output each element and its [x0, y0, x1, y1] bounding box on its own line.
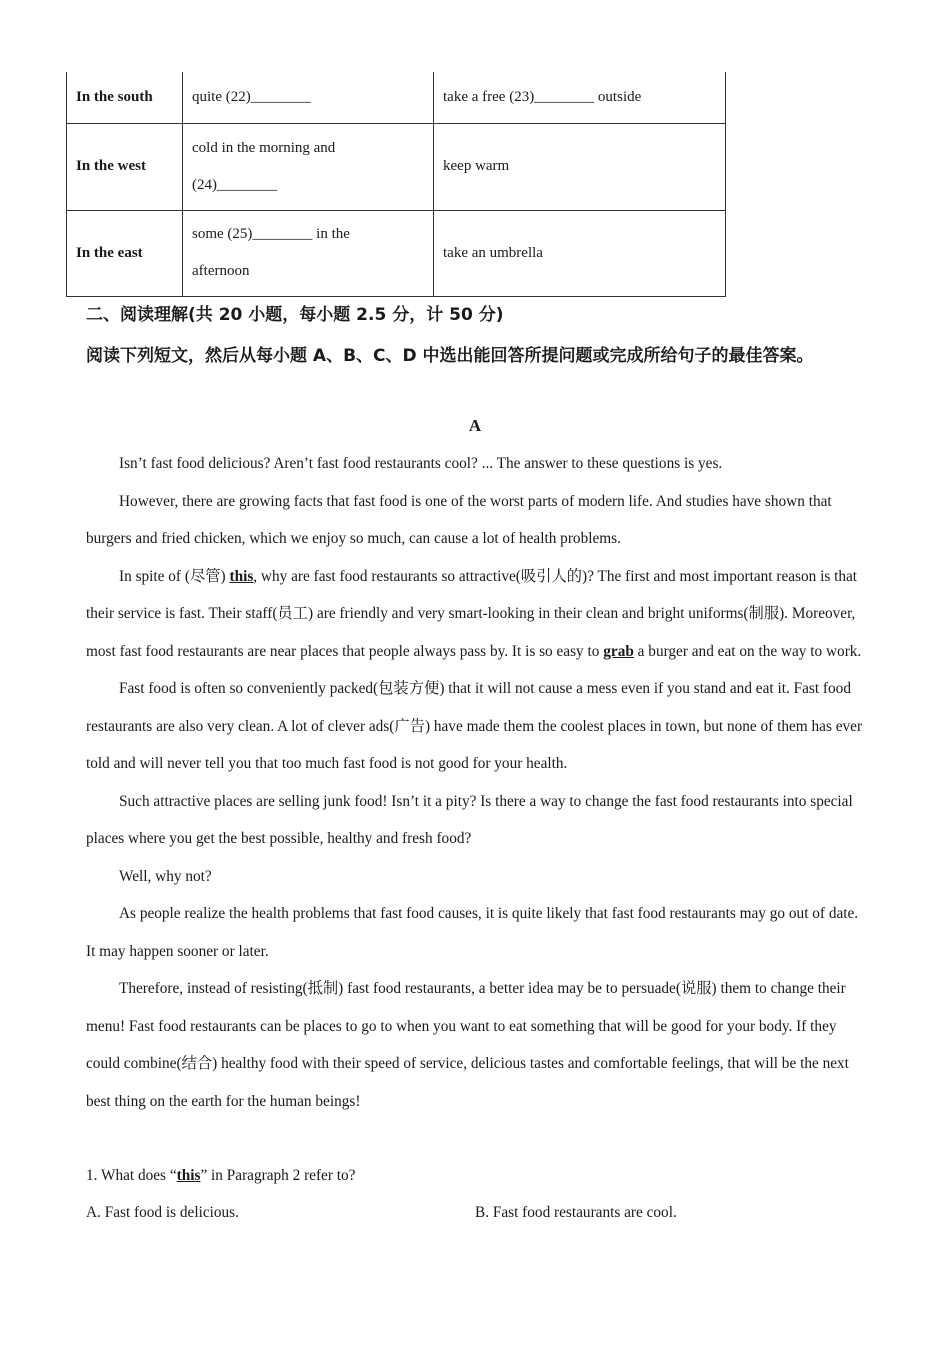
- highlighted-word-grab: grab: [603, 642, 634, 660]
- paragraph: Fast food is often so conveniently packed(包装方便) that it will not cause a mess even if you stand and eat it. Fast food restaurants are also very clean. A lot of clever ads(广告) have made them the coolest places in town, but none of them has ever told and will never tell you that too much fast food is not good for your health.: [86, 680, 863, 772]
- paragraph: As people realize the health problems that fast food causes, it is quite likely that fast food restaurants may go out of date. It may happen sooner or later.: [86, 905, 859, 960]
- advice-cell: take an umbrella: [434, 210, 726, 296]
- section-instruction: 阅读下列短文，然后从每小题 A、B、C、D 中选出能回答所提问题或完成所给句子的最佳答案。: [86, 346, 814, 366]
- advice-cell: keep warm: [434, 123, 726, 210]
- question-1: 1. What does “this” in Paragraph 2 refer to?: [86, 1167, 356, 1184]
- weather-cell: cold in the morning and (24)________: [183, 123, 434, 210]
- passage-label: A: [468, 416, 482, 435]
- paragraph: In spite of (尽管) this, why are fast food restaurants so attractive(吸引人的)? The first and most important reason is that their service is fast. Their staff(员工) are friendly and very smart-looking in their clean and bright uniforms(制服). Moreover, most fast food restaurants are near places that people always pass by. It is so easy to grab a burger and eat on the way to work.: [86, 567, 862, 660]
- place-cell: In the west: [67, 123, 183, 210]
- advice-cell: take a free (23)________ outside: [434, 72, 726, 123]
- table-row: [67, 210, 726, 296]
- place-cell: In the south: [67, 72, 183, 123]
- paragraph: Well, why not?: [119, 867, 212, 885]
- table-row: [67, 123, 726, 210]
- section-title: 二、阅读理解(共 20 小题，每小题 2.5 分，计 50 分): [86, 305, 504, 325]
- table-row: [67, 72, 726, 123]
- question-highlighted-word: this: [176, 1167, 201, 1184]
- option-a[interactable]: A. Fast food is delicious.: [86, 1204, 239, 1221]
- paragraph: However, there are growing facts that fast food is one of the worst parts of modern life. And studies have shown that burgers and fried chicken, which we enjoy so much, can cause a lot of health problems.: [86, 492, 832, 547]
- paragraph: Therefore, instead of resisting(抵制) fast food restaurants, a better idea may be to persuade(说服) them to change their menu! Fast food restaurants can be places to go to when you want to eat something that will be good for your body. If they could combine(结合) healthy food with their speed of service, delicious tastes and comfortable feelings, that will be the next best thing on the earth for the human beings!: [86, 980, 849, 1110]
- weather-cell: quite (22)________: [183, 72, 434, 123]
- option-b[interactable]: B. Fast food restaurants are cool.: [475, 1204, 677, 1221]
- passage-body: [86, 445, 866, 1120]
- highlighted-word-this: this: [229, 567, 254, 585]
- weather-table: [66, 72, 726, 297]
- place-cell: In the east: [67, 210, 183, 296]
- weather-cell: some (25)________ in the afternoon: [183, 210, 434, 296]
- paragraph: Isn’t fast food delicious? Aren’t fast food restaurants cool? ... The answer to these questions is yes.: [119, 455, 723, 472]
- paragraph: Such attractive places are selling junk food! Isn’t it a pity? Is there a way to change the fast food restaurants into special places where you get the best possible, healthy and fresh food?: [86, 792, 853, 847]
